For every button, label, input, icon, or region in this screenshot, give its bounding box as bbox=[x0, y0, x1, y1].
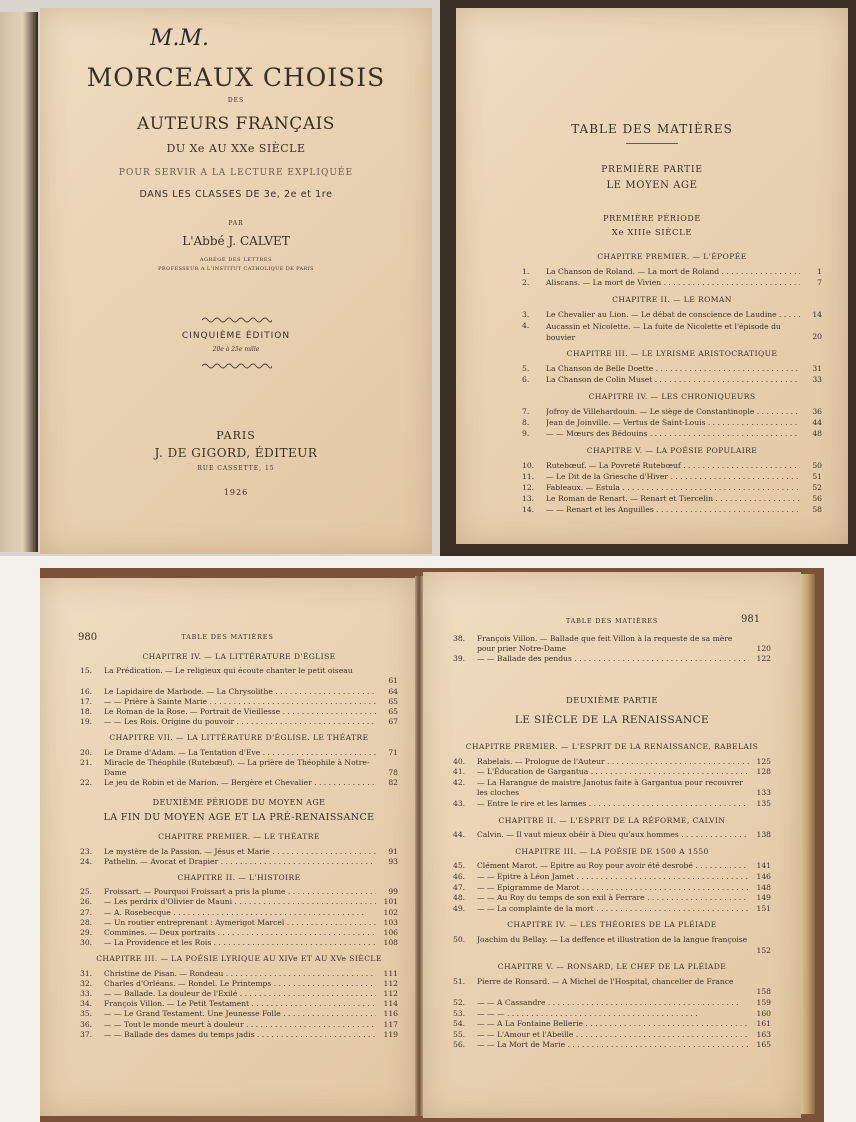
entry-title: — Le Dit de la Griesche d'Hiver . . . bbox=[546, 472, 800, 481]
entry-title: Joachim du Bellay. — La deffence et illustration de la langue françoise bbox=[477, 935, 748, 944]
toc-entry bbox=[80, 707, 398, 717]
entry-title: Aucassin et Nicolette. — La fuite de Nicolette et l'épisode du bouvier bbox=[546, 322, 781, 342]
chapter-title: CHAPITRE II. — L'HISTOIRE bbox=[177, 873, 301, 882]
entry-title: Charles d'Orléans. — Rondel. Le Printemps . . . bbox=[104, 979, 376, 988]
entry-number: 38. bbox=[453, 634, 466, 643]
entry-number: 45. bbox=[453, 861, 466, 871]
entry-page: 93 bbox=[388, 856, 398, 866]
chapter-title: CHAPITRE IV. — LES THÉORIES DE LA PLÉIADE bbox=[507, 920, 717, 930]
toc-entry bbox=[80, 938, 398, 948]
ornament-bottom bbox=[202, 362, 272, 370]
toc-entry bbox=[453, 757, 771, 768]
toc-entry bbox=[522, 429, 822, 440]
entry-page: 108 bbox=[383, 938, 398, 948]
entry-page: 56 bbox=[812, 494, 822, 503]
entry-title: — — Ballade. La douleur de l'Exilé . . . bbox=[104, 989, 376, 998]
entry-page: 91 bbox=[388, 846, 398, 856]
photo-toc-spread bbox=[40, 568, 824, 1122]
entry-page: 67 bbox=[388, 717, 398, 727]
city: PARIS bbox=[216, 429, 256, 442]
entry-title: — — Prière à Sainte Marie . . . bbox=[104, 697, 376, 706]
toc-entry bbox=[522, 278, 822, 289]
entry-number: 55. bbox=[453, 1029, 466, 1039]
entry-title: Le Roman de Renart. — Renart et Tiercelin . . . bbox=[546, 494, 800, 503]
entry-title: La Chanson de Roland. — La mort de Roland . . . bbox=[546, 267, 800, 276]
entry-page: 33 bbox=[812, 375, 822, 384]
author-name: L'Abbé J. CALVET bbox=[182, 234, 290, 248]
entry-number: 39. bbox=[453, 654, 466, 663]
entry-page: 117 bbox=[383, 1019, 398, 1029]
period-label: DEUXIÈME PÉRIODE DU MOYEN AGE bbox=[152, 798, 326, 808]
toc-entry bbox=[80, 687, 398, 697]
address: RUE CASSETTE, 15 bbox=[197, 465, 275, 472]
toc-entry bbox=[80, 778, 398, 788]
title-line-3: DU Xe AU XXe SIÈCLE bbox=[166, 142, 306, 155]
entry-page: 58 bbox=[812, 505, 822, 514]
toc-entry bbox=[80, 979, 398, 989]
chapter-title: CHAPITRE III. — LA POÉSIE LYRIQUE AU XIVe ET AU XVe SIÈCLE bbox=[96, 954, 382, 964]
entry-title: — — La complainte de la mort . . . bbox=[477, 904, 749, 913]
entry-number: 15. bbox=[80, 666, 93, 676]
title-line-1: MORCEAUX CHOISIS bbox=[86, 63, 386, 92]
entry-page: 64 bbox=[388, 686, 398, 696]
entry-number: 14. bbox=[522, 505, 535, 514]
toc-entry bbox=[522, 483, 822, 494]
toc-entry bbox=[453, 935, 771, 956]
entry-title: — Un routier entreprenant : Aymerigot Marcel . . . bbox=[104, 918, 376, 927]
entry-title: Christine de Pisan. — Rondeau . . . bbox=[104, 969, 376, 978]
cover-page bbox=[40, 8, 432, 554]
century-label: Xe XIIIe SIÈCLE bbox=[611, 228, 693, 238]
entry-number: 50. bbox=[453, 935, 466, 944]
entry-title: Clément Marot. — Epitre au Roy pour avoir été desrobé . . . bbox=[477, 861, 749, 870]
toc-entry bbox=[522, 321, 822, 343]
entry-page: 152 bbox=[756, 945, 771, 955]
entry-number: 9. bbox=[522, 429, 530, 438]
entry-title: La Chanson de Colin Muset . . . bbox=[546, 375, 800, 384]
toc-entry bbox=[453, 654, 771, 664]
entry-page: 119 bbox=[383, 1029, 398, 1039]
toc-page-981 bbox=[423, 572, 801, 1118]
subtitle-2: DANS LES CLASSES DE 3e, 2e et 1re bbox=[139, 189, 333, 200]
entry-title: Pathelin. — Avocat et Drapier . . . bbox=[104, 857, 376, 866]
entry-page: 65 bbox=[388, 707, 398, 716]
entry-number: 3. bbox=[522, 310, 530, 319]
ornament-top bbox=[202, 316, 272, 324]
par-label: PAR bbox=[228, 220, 244, 227]
toc-entry bbox=[80, 1009, 398, 1019]
toc-entry bbox=[522, 494, 822, 505]
entry-number: 32. bbox=[80, 978, 93, 988]
entry-title: — L'Éducation de Gargantua . . . bbox=[477, 767, 749, 776]
entry-page: 48 bbox=[812, 429, 822, 438]
entry-page: 31 bbox=[812, 364, 822, 373]
entry-number: 53. bbox=[453, 1008, 466, 1018]
entry-title: — Les perdrix d'Olivier de Mauni . . . bbox=[104, 897, 376, 906]
entry-number: 13. bbox=[522, 494, 535, 503]
toc-entry bbox=[453, 767, 771, 778]
entry-number: 47. bbox=[453, 882, 466, 892]
entry-page: 71 bbox=[388, 747, 398, 757]
entry-page: 99 bbox=[388, 887, 398, 897]
entry-page: 14 bbox=[812, 310, 822, 319]
entry-number: 19. bbox=[80, 717, 93, 727]
entry-title: — A. Rosebecque . . . bbox=[104, 908, 376, 917]
edition-mille: 20e à 25e mille bbox=[212, 346, 260, 353]
toc-entry bbox=[80, 989, 398, 999]
chapter-title: CHAPITRE PREMIER. — LE THÉATRE bbox=[158, 832, 320, 842]
toc-entry bbox=[80, 697, 398, 707]
part-label: PREMIÈRE PARTIE bbox=[601, 165, 703, 175]
entry-page: 112 bbox=[383, 989, 398, 998]
book-gutter bbox=[415, 576, 423, 1116]
entry-title: La Prédication. — Le religieux qui écoute chanter le petit oiseau bbox=[104, 666, 353, 676]
entry-number: 26. bbox=[80, 897, 93, 907]
chapter-title: CHAPITRE III. — LE LYRISME ARISTOCRATIQUE bbox=[566, 349, 778, 358]
chapter-title: CHAPITRE III. — LA POÉSIE DE 1500 A 1550 bbox=[515, 846, 709, 856]
entry-page: 158 bbox=[756, 987, 771, 997]
toc-entry bbox=[453, 830, 771, 841]
toc-entry bbox=[80, 887, 398, 897]
toc-entry bbox=[453, 861, 771, 872]
entry-number: 27. bbox=[80, 907, 93, 917]
entry-number: 34. bbox=[80, 999, 93, 1009]
entry-page: 116 bbox=[383, 1009, 398, 1019]
toc-entry bbox=[80, 748, 398, 758]
entry-title: Le jeu de Robin et de Marion. — Bergère et Chevalier . . . bbox=[104, 778, 376, 787]
chapter-title: CHAPITRE II. — L'ESPRIT DE LA RÉFORME, CALVIN bbox=[498, 815, 726, 825]
entry-number: 12. bbox=[522, 483, 535, 492]
toc-entry bbox=[80, 1020, 398, 1030]
book-spine bbox=[0, 12, 38, 552]
entry-page: 161 bbox=[756, 1019, 771, 1029]
entry-number: 42. bbox=[453, 777, 466, 787]
toc-entry bbox=[522, 461, 822, 472]
toc-entry bbox=[522, 375, 822, 386]
period-title: LA FIN DU MOYEN AGE ET LA PRÉ-RENAISSANCE bbox=[103, 812, 375, 824]
toc-entry bbox=[80, 717, 398, 727]
chapter-title: CHAPITRE IV. — LA LITTÉRATURE D'ÉGLISE bbox=[142, 652, 336, 661]
entry-title: — — Le Grand Testament. Une Jeunesse Folle . . . bbox=[104, 1009, 376, 1018]
entry-page: 101 bbox=[383, 897, 398, 907]
toc-entry bbox=[80, 969, 398, 979]
publisher: J. DE GIGORD, ÉDITEUR bbox=[154, 446, 318, 460]
toc-entry bbox=[453, 998, 771, 1009]
entry-number: 6. bbox=[522, 375, 530, 384]
toc-entry bbox=[453, 634, 771, 654]
toc-1-entries bbox=[522, 246, 822, 544]
entry-page: 114 bbox=[383, 999, 398, 1009]
entry-number: 21. bbox=[80, 757, 93, 767]
chapter-title: CHAPITRE II. — LE ROMAN bbox=[612, 295, 732, 304]
entry-page: 159 bbox=[756, 998, 771, 1007]
entry-title: Miracle de Théophile (Rutebœuf). — La prière de Théophile à Notre-Dame bbox=[104, 757, 370, 777]
entry-page: 106 bbox=[383, 928, 398, 937]
book-edge bbox=[801, 574, 815, 1114]
entry-page: 146 bbox=[756, 872, 771, 881]
heading-rule bbox=[626, 143, 678, 144]
entry-title: Froissart. — Pourquoi Froissart a pris la plume . . . bbox=[104, 887, 376, 896]
author-title-1: AGRÉGÉ DES LETTRES bbox=[199, 257, 273, 263]
part-label: DEUXIÈME PARTIE bbox=[566, 696, 658, 706]
entry-number: 43. bbox=[453, 799, 466, 808]
entry-page: 44 bbox=[812, 418, 822, 427]
entry-number: 4. bbox=[522, 321, 530, 330]
entry-number: 48. bbox=[453, 893, 466, 903]
entry-number: 25. bbox=[80, 887, 93, 897]
chapter-title: CHAPITRE V. — LA POÉSIE POPULAIRE bbox=[586, 446, 758, 455]
part-title: LE MOYEN AGE bbox=[606, 180, 698, 191]
entry-number: 16. bbox=[80, 686, 93, 696]
entry-page: 135 bbox=[756, 799, 771, 808]
entry-page: 61 bbox=[388, 676, 398, 686]
entry-title: Rabelais. — Prologue de l'Auteur . . . bbox=[477, 757, 749, 766]
entry-number: 51. bbox=[453, 976, 466, 986]
entry-page: 36 bbox=[812, 407, 822, 416]
handwritten-inscription: M.M. bbox=[150, 26, 210, 51]
entry-title: La Chanson de Belle Doette . . . bbox=[546, 364, 800, 373]
toc-entry bbox=[522, 505, 822, 516]
entry-number: 20. bbox=[80, 747, 93, 757]
entry-page: 82 bbox=[388, 778, 398, 788]
entry-title: Le Lapidaire de Marbode. — La Chrysolithe . . . bbox=[104, 687, 376, 696]
entry-number: 44. bbox=[453, 830, 466, 840]
entry-title: — Entre le rire et les larmes . . . bbox=[477, 799, 749, 808]
entry-number: 1. bbox=[522, 267, 530, 276]
entry-page: 141 bbox=[756, 861, 771, 871]
page-number-980: 980 bbox=[78, 632, 98, 643]
toc-entry bbox=[453, 1040, 771, 1051]
entry-page: 163 bbox=[756, 1029, 771, 1039]
entry-title: — — Renart et les Anguilles . . . bbox=[546, 505, 800, 514]
entry-title: — — Mœurs des Bédouins . . . bbox=[546, 429, 800, 438]
entry-number: 30. bbox=[80, 938, 93, 948]
entry-number: 35. bbox=[80, 1009, 93, 1019]
toc-entry bbox=[453, 799, 771, 810]
entry-title: Rutebœuf. — La Povreté Rutebœuf . . . bbox=[546, 461, 800, 470]
entry-title: — — Epigramme de Marot . . . bbox=[477, 883, 749, 892]
entry-number: 52. bbox=[453, 998, 466, 1007]
toc-entry bbox=[522, 472, 822, 483]
toc-entry bbox=[80, 908, 398, 918]
entry-number: 18. bbox=[80, 707, 93, 716]
entry-number: 41. bbox=[453, 767, 466, 777]
toc-entry bbox=[80, 999, 398, 1009]
toc-entry bbox=[453, 1019, 771, 1030]
toc-entry bbox=[453, 904, 771, 915]
toc-entry bbox=[453, 883, 771, 894]
entry-number: 54. bbox=[453, 1019, 466, 1029]
chapter-title: CHAPITRE PREMIER. — L'ÉPOPÉE bbox=[597, 252, 747, 261]
entry-number: 56. bbox=[453, 1040, 466, 1050]
toc-entry bbox=[80, 847, 398, 857]
entry-page: 1 bbox=[817, 267, 822, 276]
entry-title: — La Harangue de maistre Janotus faite à Gargantua pour recouvrer les cloches bbox=[477, 777, 743, 798]
entry-number: 28. bbox=[80, 917, 93, 927]
entry-page: 125 bbox=[756, 756, 771, 766]
toc-entry bbox=[80, 666, 398, 686]
entry-page: 149 bbox=[756, 893, 771, 903]
entry-title: Aliscans. — La mort de Vivien . . . bbox=[546, 278, 800, 287]
toc-entry bbox=[80, 928, 398, 938]
entry-title: Le Chevalier au Lion. — Le débat de conscience de Laudine . . . bbox=[546, 310, 800, 319]
entry-page: 120 bbox=[756, 644, 771, 653]
title-line-2: AUTEURS FRANÇAIS bbox=[137, 114, 335, 134]
entry-number: 31. bbox=[80, 968, 93, 978]
entry-number: 22. bbox=[80, 778, 93, 788]
entry-number: 5. bbox=[522, 364, 530, 373]
chapter-title: CHAPITRE VII. — LA LITTÉRATURE D'ÉGLISE. LE THÉATRE bbox=[109, 733, 369, 743]
entry-page: 112 bbox=[383, 978, 398, 988]
toc-entry bbox=[522, 418, 822, 429]
year: 1926 bbox=[223, 488, 249, 497]
toc-entry bbox=[80, 758, 398, 778]
toc-entry bbox=[522, 364, 822, 375]
entry-page: 133 bbox=[756, 788, 771, 798]
entry-title: Commines. — Deux portraits . . . bbox=[104, 928, 376, 937]
entry-page: 128 bbox=[756, 767, 771, 777]
chapter-title: CHAPITRE IV. — LES CHRONIQUEURS bbox=[588, 392, 756, 401]
entry-page: 151 bbox=[756, 903, 771, 913]
running-head-981: TABLE DES MATIÈRES bbox=[565, 617, 659, 625]
photo-cover bbox=[0, 0, 440, 556]
entry-title: — — L'Amour et l'Abeille . . . bbox=[477, 1030, 749, 1039]
entry-number: 10. bbox=[522, 461, 535, 470]
entry-title: — La Providence et les Rois . . . bbox=[104, 938, 376, 947]
entry-page: 52 bbox=[812, 483, 822, 492]
entry-number: 46. bbox=[453, 872, 466, 881]
entry-page: 102 bbox=[383, 907, 398, 917]
page-number-981: 981 bbox=[741, 614, 761, 625]
photo-toc-1 bbox=[440, 0, 856, 556]
part-title: LE SIÈCLE DE LA RENAISSANCE bbox=[514, 714, 710, 726]
entry-page: 111 bbox=[383, 968, 398, 978]
toc-entry bbox=[80, 1030, 398, 1040]
entry-title: — — A Cassandre . . . bbox=[477, 998, 749, 1007]
entry-title: — — Les Rois. Origine du pouvoir . . . bbox=[104, 717, 376, 726]
entry-title: François Villon. — Ballade que feit Villon à la requeste de sa mère pour prier Notre-Dame bbox=[477, 634, 733, 653]
entry-number: 24. bbox=[80, 856, 93, 866]
entry-title: François Villon. — Le Petit Testament . . . bbox=[104, 999, 376, 1008]
entry-number: 2. bbox=[522, 278, 530, 287]
running-head-980: TABLE DES MATIÈRES bbox=[181, 633, 274, 641]
toc-page-1 bbox=[456, 8, 848, 544]
entry-title: Jean de Joinville. — Vertus de Saint-Louis . . . bbox=[546, 418, 800, 427]
entry-number: 49. bbox=[453, 903, 466, 913]
toc-page-980 bbox=[40, 578, 415, 1116]
toc-981-entries bbox=[453, 630, 771, 1110]
entry-page: 160 bbox=[756, 1008, 771, 1018]
toc-heading: TABLE DES MATIÈRES bbox=[571, 122, 733, 136]
entry-number: 23. bbox=[80, 846, 93, 856]
entry-number: 7. bbox=[522, 407, 530, 416]
entry-number: 37. bbox=[80, 1029, 93, 1039]
entry-page: 103 bbox=[383, 917, 398, 927]
toc-entry bbox=[453, 893, 771, 904]
entry-page: 78 bbox=[388, 767, 398, 777]
author-title-2: PROFESSEUR A L'INSTITUT CATHOLIQUE DE PARIS bbox=[158, 266, 314, 272]
toc-entry bbox=[453, 1009, 771, 1020]
edition: CINQUIÈME ÉDITION bbox=[181, 331, 291, 341]
entry-page: 20 bbox=[812, 332, 822, 341]
entry-number: 33. bbox=[80, 989, 93, 998]
title-des: DES bbox=[227, 97, 245, 104]
entry-number: 36. bbox=[80, 1019, 93, 1029]
toc-entry bbox=[453, 1030, 771, 1041]
entry-title: Le Drame d'Adam. — La Tentation d'Eve . . . bbox=[104, 748, 376, 757]
toc-entry bbox=[453, 872, 771, 883]
subtitle-1: POUR SERVIR A LA LECTURE EXPLIQUÉE bbox=[118, 168, 354, 178]
entry-title: — — A La Fontaine Bellerie . . . bbox=[477, 1019, 749, 1028]
entry-page: 122 bbox=[756, 654, 771, 663]
entry-page: 51 bbox=[812, 472, 822, 481]
entry-page: 138 bbox=[756, 830, 771, 840]
toc-entry bbox=[522, 267, 822, 278]
entry-title: — — Au Roy du temps de son exil à Ferrare . . . bbox=[477, 893, 749, 902]
toc-entry bbox=[80, 897, 398, 907]
entry-number: 17. bbox=[80, 696, 93, 706]
entry-title: — — — . . . bbox=[477, 1009, 749, 1018]
entry-title: Le Roman de la Rose. — Portrait de Vieillesse . . . bbox=[104, 707, 376, 716]
entry-page: 165 bbox=[756, 1040, 771, 1050]
period-label: PREMIÈRE PÉRIODE bbox=[603, 214, 701, 223]
toc-entry bbox=[522, 310, 822, 321]
toc-entry bbox=[80, 857, 398, 867]
entry-title: Le mystère de la Passion. — Jésus et Marie . . . bbox=[104, 847, 376, 856]
chapter-title: CHAPITRE V. — RONSARD, LE CHEF DE LA PLÉIADE bbox=[497, 962, 727, 972]
chapter-title: CHAPITRE PREMIER. — L'ESPRIT DE LA RENAISSANCE, RABELAIS bbox=[465, 742, 759, 751]
entry-number: 29. bbox=[80, 928, 93, 937]
entry-page: 148 bbox=[756, 882, 771, 892]
toc-entry bbox=[453, 977, 771, 998]
entry-page: 50 bbox=[812, 461, 822, 470]
entry-title: — — Ballade des dames du temps jadis . . . bbox=[104, 1030, 376, 1039]
entry-number: 40. bbox=[453, 756, 466, 766]
entry-number: 8. bbox=[522, 418, 530, 427]
entry-title: — — Ballade des pendus . . . bbox=[477, 654, 749, 663]
entry-title: Pierre de Ronsard. — A Michel de l'Hospital, chancelier de France bbox=[477, 976, 734, 986]
toc-entry bbox=[80, 918, 398, 928]
entry-title: Fableaux. — Estula . . . bbox=[546, 483, 800, 492]
entry-title: Calvin. — Il vaut mieux obéir à Dieu qu'aux hommes . . . bbox=[477, 830, 749, 839]
toc-980-entries bbox=[80, 646, 398, 1116]
entry-title: Jofroy de Villehardouin. — Le siège de Constantinople . . . bbox=[546, 407, 800, 416]
toc-entry bbox=[453, 778, 771, 799]
entry-page: 7 bbox=[817, 278, 822, 287]
entry-number: 11. bbox=[522, 472, 535, 481]
entry-title: — — Epitre à Léon Jamet . . . bbox=[477, 872, 749, 881]
entry-title: — — La Mort de Marie . . . bbox=[477, 1040, 749, 1049]
toc-entry bbox=[522, 407, 822, 418]
entry-title: — — Tout le monde meurt à douleur . . . bbox=[104, 1020, 376, 1029]
entry-page: 65 bbox=[388, 696, 398, 706]
